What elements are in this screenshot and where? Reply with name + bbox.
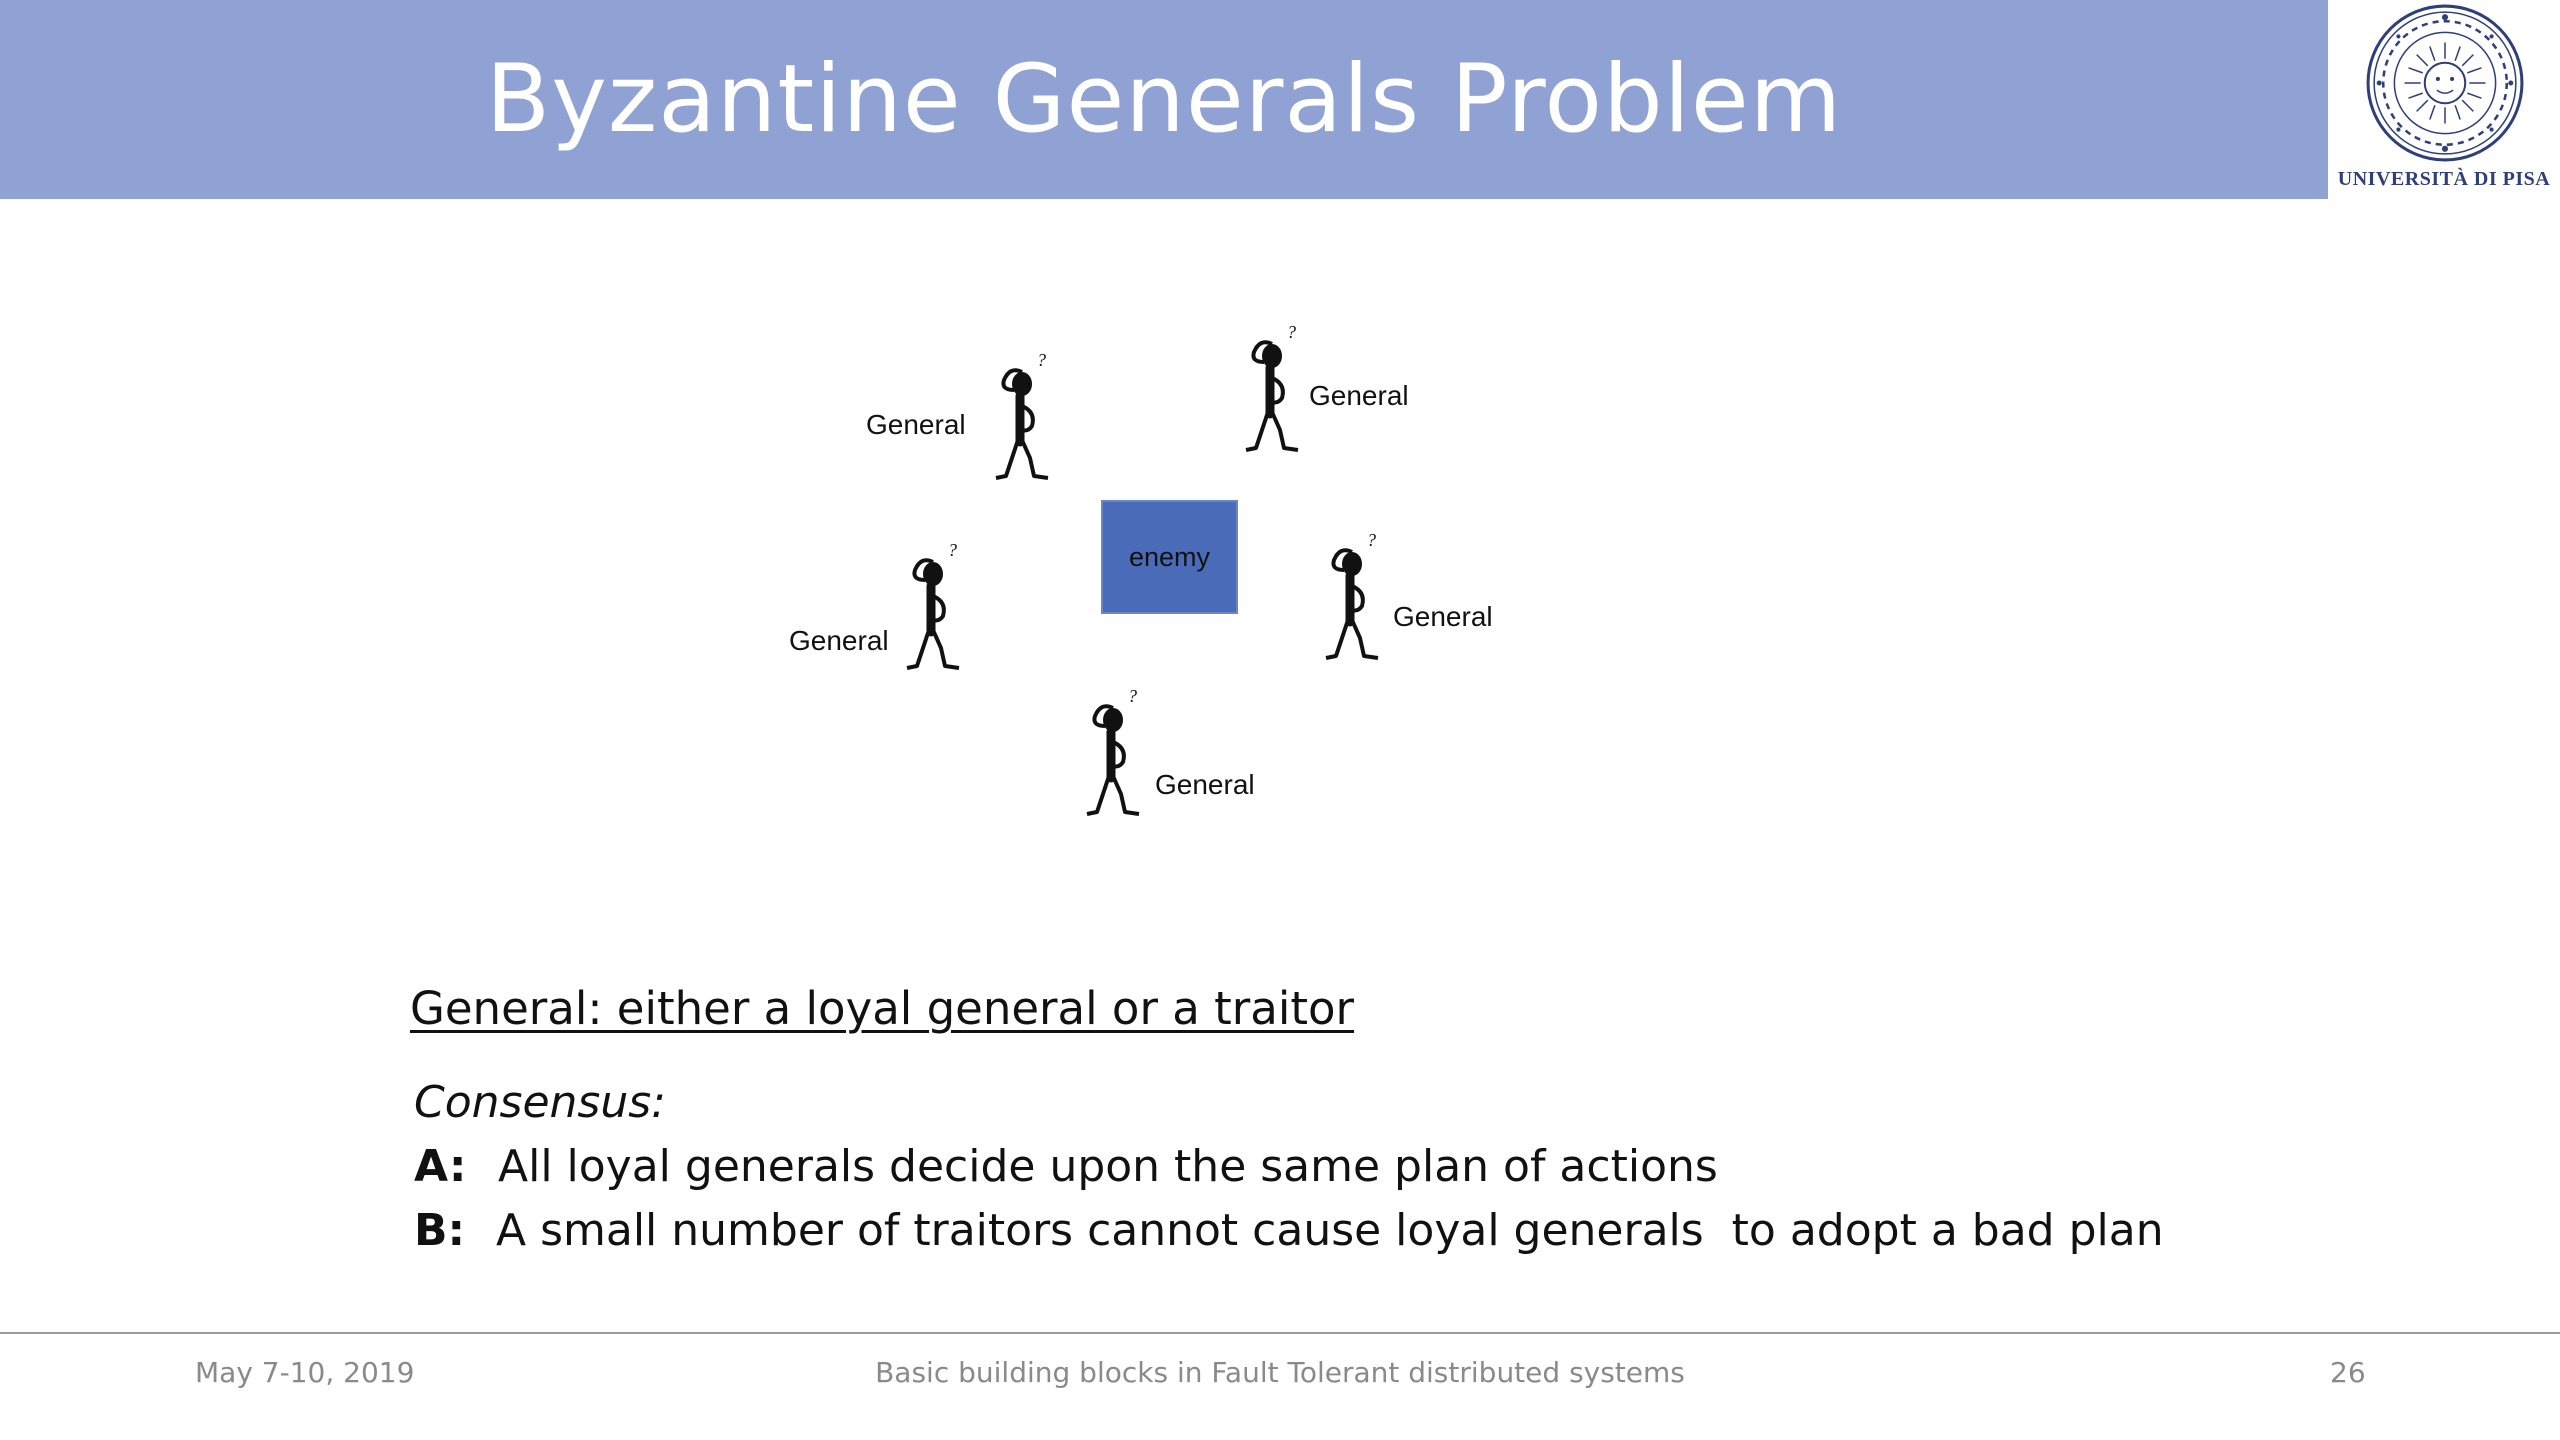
enemy-box <box>1101 500 1238 614</box>
general-label: General <box>1155 769 1255 800</box>
consensus-property-b <box>414 1205 2164 1256</box>
general-label: General <box>866 409 966 440</box>
thinking-stick-figure-icon <box>903 540 978 680</box>
logo-caption: UNIVERSITÀ DI PISA <box>2337 168 2551 190</box>
thinking-stick-figure-icon <box>1083 686 1158 826</box>
svg-text:?: ? <box>948 540 957 560</box>
page-number: 26 <box>2330 1356 2366 1389</box>
consensus-property-a <box>414 1141 1718 1192</box>
enemy-label: enemy <box>1128 541 1211 572</box>
svg-text:?: ? <box>1367 530 1376 550</box>
thinking-stick-figure-icon <box>1322 530 1397 670</box>
property-key: B: <box>414 1205 466 1256</box>
footer-date: May 7-10, 2019 <box>195 1356 415 1389</box>
general-label: General <box>789 625 889 656</box>
general-definition: General: either a loyal general or a traitor <box>410 982 1355 1035</box>
general-label: General <box>1393 601 1493 632</box>
svg-text:?: ? <box>1287 322 1296 342</box>
property-key: A: <box>414 1141 467 1192</box>
consensus-heading: Consensus: <box>414 1077 666 1128</box>
svg-text:?: ? <box>1037 350 1046 370</box>
general-label: General <box>1309 380 1409 411</box>
slide-title: Byzantine Generals Problem <box>485 45 1843 154</box>
footer-title: Basic building blocks in Fault Tolerant distributed systems <box>875 1356 1685 1389</box>
property-text: A small number of traitors cannot cause loyal generals to adopt a bad plan <box>496 1205 2164 1256</box>
svg-text:?: ? <box>1128 686 1137 706</box>
thinking-stick-figure-icon <box>992 350 1067 490</box>
thinking-stick-figure-icon <box>1242 322 1317 462</box>
property-text: All loyal generals decide upon the same plan of actions <box>498 1141 1718 1192</box>
footer-divider <box>0 1332 2560 1334</box>
